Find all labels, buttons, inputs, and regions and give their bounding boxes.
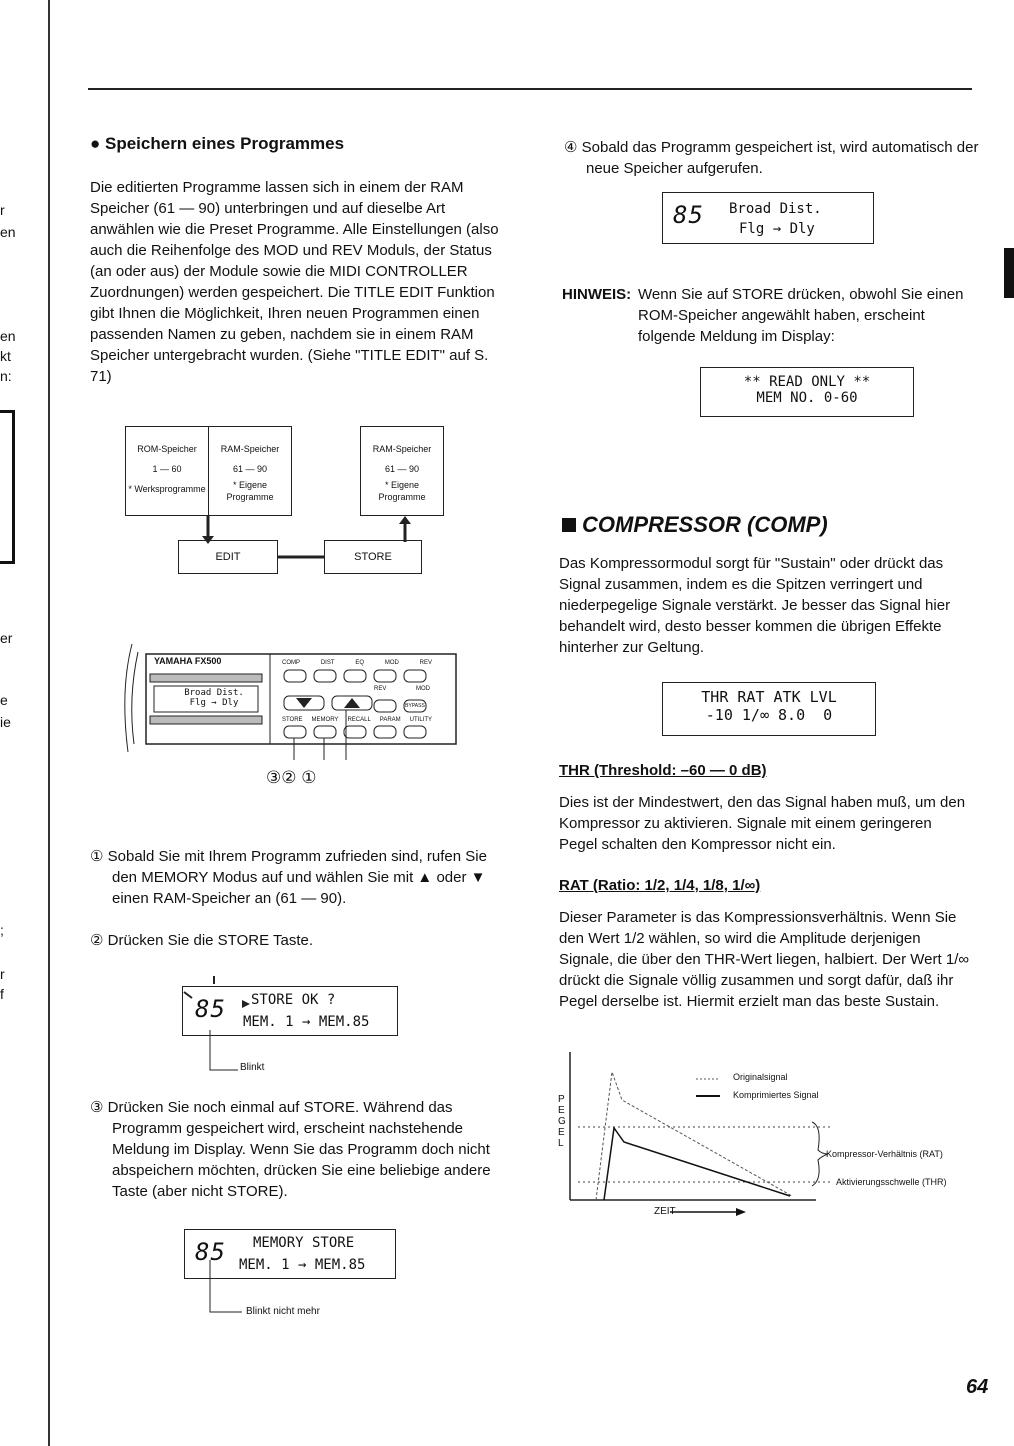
device-label: REV [419,660,432,666]
edit-box: EDIT [178,540,278,574]
threshold-label: Aktivierungsschwelle (THR) [836,1177,947,1187]
edge-fragment: en [0,224,16,240]
step-text: Sobald das Programm gespeichert ist, wird automatisch der neue Speicher aufgerufen. [581,139,979,177]
step-number: ② [90,932,104,949]
edge-fragment: e [0,692,8,708]
step-2 [90,930,490,951]
device-label: COMP [282,660,300,666]
legend-original: Originalsignal [733,1072,788,1082]
lcd-line1: ** READ ONLY ** [743,374,871,390]
device-lcd [174,688,254,708]
device-brand: YAMAHA FX500 [154,656,222,666]
device-lcd-line2: Flg → Dly [189,698,239,708]
edge-fragment: r [0,202,5,218]
edge-fragment: er [0,630,13,646]
ram-note: * Eigene Programme [378,480,426,502]
ram-range: 61 — 90 [232,464,268,474]
blink-note: Blinkt [240,1062,265,1073]
edge-fragment: kt [0,348,11,364]
edge-fragment: en [0,328,16,344]
step-text: Sobald Sie mit Ihrem Programm zufrieden sind, rufen Sie den MEMORY Modus auf und wählen Sie mit ▲ oder ▼ einen RAM-Speicher an (61 — 90). [107,848,487,907]
diagram-connectors [120,510,440,560]
graph-y-label: P E G E L [558,1094,566,1149]
step-text: Drücken Sie die STORE Taste. [107,932,313,949]
compressed-signal [604,1128,790,1200]
device-label: MOD [384,660,399,666]
blink-arrow-icon [242,1000,250,1008]
step-1 [90,846,512,909]
device-label: RECALL [347,717,371,723]
square-bullet-icon [562,518,576,532]
lcd-line1: THR RAT ATK LVL [701,688,837,706]
graph-x-label: ZEIT [654,1206,676,1217]
rom-box [125,426,209,516]
thr-heading: THR (Threshold: –60 — 0 dB) [559,762,767,779]
edge-bracket [0,410,15,564]
ram-note: * Eigene Programme [226,480,274,502]
thr-text: Dies ist der Mindestwert, den das Signal haben muß, um den Kompressor zu aktivieren. Signale mit einem geringeren Pegel schalten den Kompressor nicht ein. [559,794,966,853]
margin-line [48,0,50,1446]
step-number: ① [90,848,104,865]
edge-fragment: f [0,986,4,1002]
no-blink-note: Blinkt nicht mehr [246,1306,320,1317]
side-tab-mark [1004,248,1014,298]
section-title: COMPRESSOR (COMP) [562,512,828,538]
bullet-icon: ● [90,134,105,153]
intro-paragraph: Die editierten Programme lassen sich in einem der RAM Speicher (61 — 90) unterbringen und auf dieselbe Art anwählen wie die Preset Programme. Alle Einstellungen (also auch die Reihenfolge des MOD und REV Moduls, der Status (an oder aus) der Module sowie die MIDI CONTROLLER Zuordnungen) werden gespeichert. Die TITLE EDIT Funktion gibt Ihnen die Möglichkeit, Ihren neuen Programmen einen passenden Namen zu geben, nachdem sie in einem RAM Speicher untergebracht wurden. (Siehe "TITLE EDIT" auf S. 71) [90,179,499,385]
edge-fragment: ie [0,714,11,730]
edge-fragment: r [0,966,5,982]
arrow-down-icon [202,536,214,544]
edge-fragment: ; [0,922,4,938]
step-3 [90,1097,522,1202]
no-blink-pointer [208,1260,248,1318]
ram-title: RAM-Speicher [372,444,432,454]
device-bottom-labels [282,717,432,723]
rat-heading: RAT (Ratio: 1/2, 1/4, 1/8, 1/∞) [559,877,761,894]
edge-fragment: n: [0,368,12,384]
device-label: REV [374,686,387,692]
lcd-line2: MEM. 1 → MEM.85 [239,1257,366,1273]
section-intro: Das Kompressormodul sorgt für "Sustain" oder drückt das Signal zusammen, indem es die Spitzen verringert und niederpegelige Signale verstärkt. Je besser das Signal hier behandelt wird, desto besser kommen die übrigen Effekte hinterher zur Geltung. [559,555,951,656]
lcd-line2: MEM. 1 → MEM.85 [243,1014,370,1030]
lcd-program-number: 85 [195,1238,226,1266]
device-label: MEMORY [311,717,339,723]
device-label: EQ [355,660,364,666]
rom-range: 1 — 60 [152,464,182,474]
device-label: STORE [282,717,303,723]
lcd-line1: STORE OK ? [251,992,336,1008]
lcd-line2: Flg → Dly [739,221,815,237]
device-top-labels [282,660,432,666]
arrow-up-icon [399,516,411,524]
legend-compressed: Komprimiertes Signal [733,1090,819,1100]
ram-box-dest [360,426,444,516]
lcd-read-only [700,367,914,417]
lcd-line1: Broad Dist. [729,201,822,217]
lcd-line1: MEMORY STORE [253,1235,355,1251]
time-arrow-icon [736,1208,746,1216]
device-mid-labels [374,686,430,692]
hinweis-label: HINWEIS: [562,286,632,303]
lcd-line2: -10 1/∞ 8.0 0 [705,706,833,724]
bypass-label: BYPASS [405,703,425,709]
lcd-line2: MEM NO. 0-60 [756,390,858,406]
header-rule [88,88,972,90]
ram-title: RAM-Speicher [220,444,280,454]
device-lcd-line1: Broad Dist. [184,688,244,698]
step-number: ④ [564,139,578,156]
device-callouts: ③② ① [266,768,317,787]
rom-note: * Werksprogramme [128,484,206,494]
fx500-device [118,640,458,760]
device-label: PARAM [379,717,401,723]
rat-text: Dieser Parameter is das Kompressionsverhältnis. Wenn Sie den Wert 1/2 wählen, so wird die Amplitude derjenigen Signale, die über den THR-Wert liegen, halbiert. Der Wert 1/∞ drückt die Signale völlig zusammen und sorgt dafür, daß ihr Pegel derselbe ist. Hiermit erzielt man das beste Sustain. [559,909,970,1010]
lcd-program-number: 85 [673,201,704,229]
ratio-label: Kompressor-Verhältnis (RAT) [826,1149,943,1159]
store-box: STORE [324,540,422,574]
device-label: UTILITY [409,717,432,723]
section-heading: ● Speichern eines Programmes [90,134,345,153]
step-4 [564,137,996,179]
step-number: ③ [90,1099,104,1116]
step-text: Drücken Sie noch einmal auf STORE. Während das Programm gespeichert wird, erscheint nachstehende Meldung im Display. Wenn Sie das Programm doch nicht abspeichern möchten, drücken Sie eine beliebige andere Taste (aber nicht STORE). [107,1099,491,1200]
device-label: DIST [320,660,335,666]
ram-box [208,426,292,516]
lcd-broad-dist [662,192,874,244]
ram-range: 61 — 90 [384,464,420,474]
lcd-compressor [662,682,876,736]
rom-title: ROM-Speicher [137,444,197,454]
device-label: MOD [416,686,430,692]
hinweis-text: Wenn Sie auf STORE drücken, obwohl Sie einen ROM-Speicher angewählt haben, erscheint folgende Meldung im Display: [638,286,964,345]
page-number: 64 [966,1376,989,1398]
lcd-program-number: 85 [195,995,226,1023]
